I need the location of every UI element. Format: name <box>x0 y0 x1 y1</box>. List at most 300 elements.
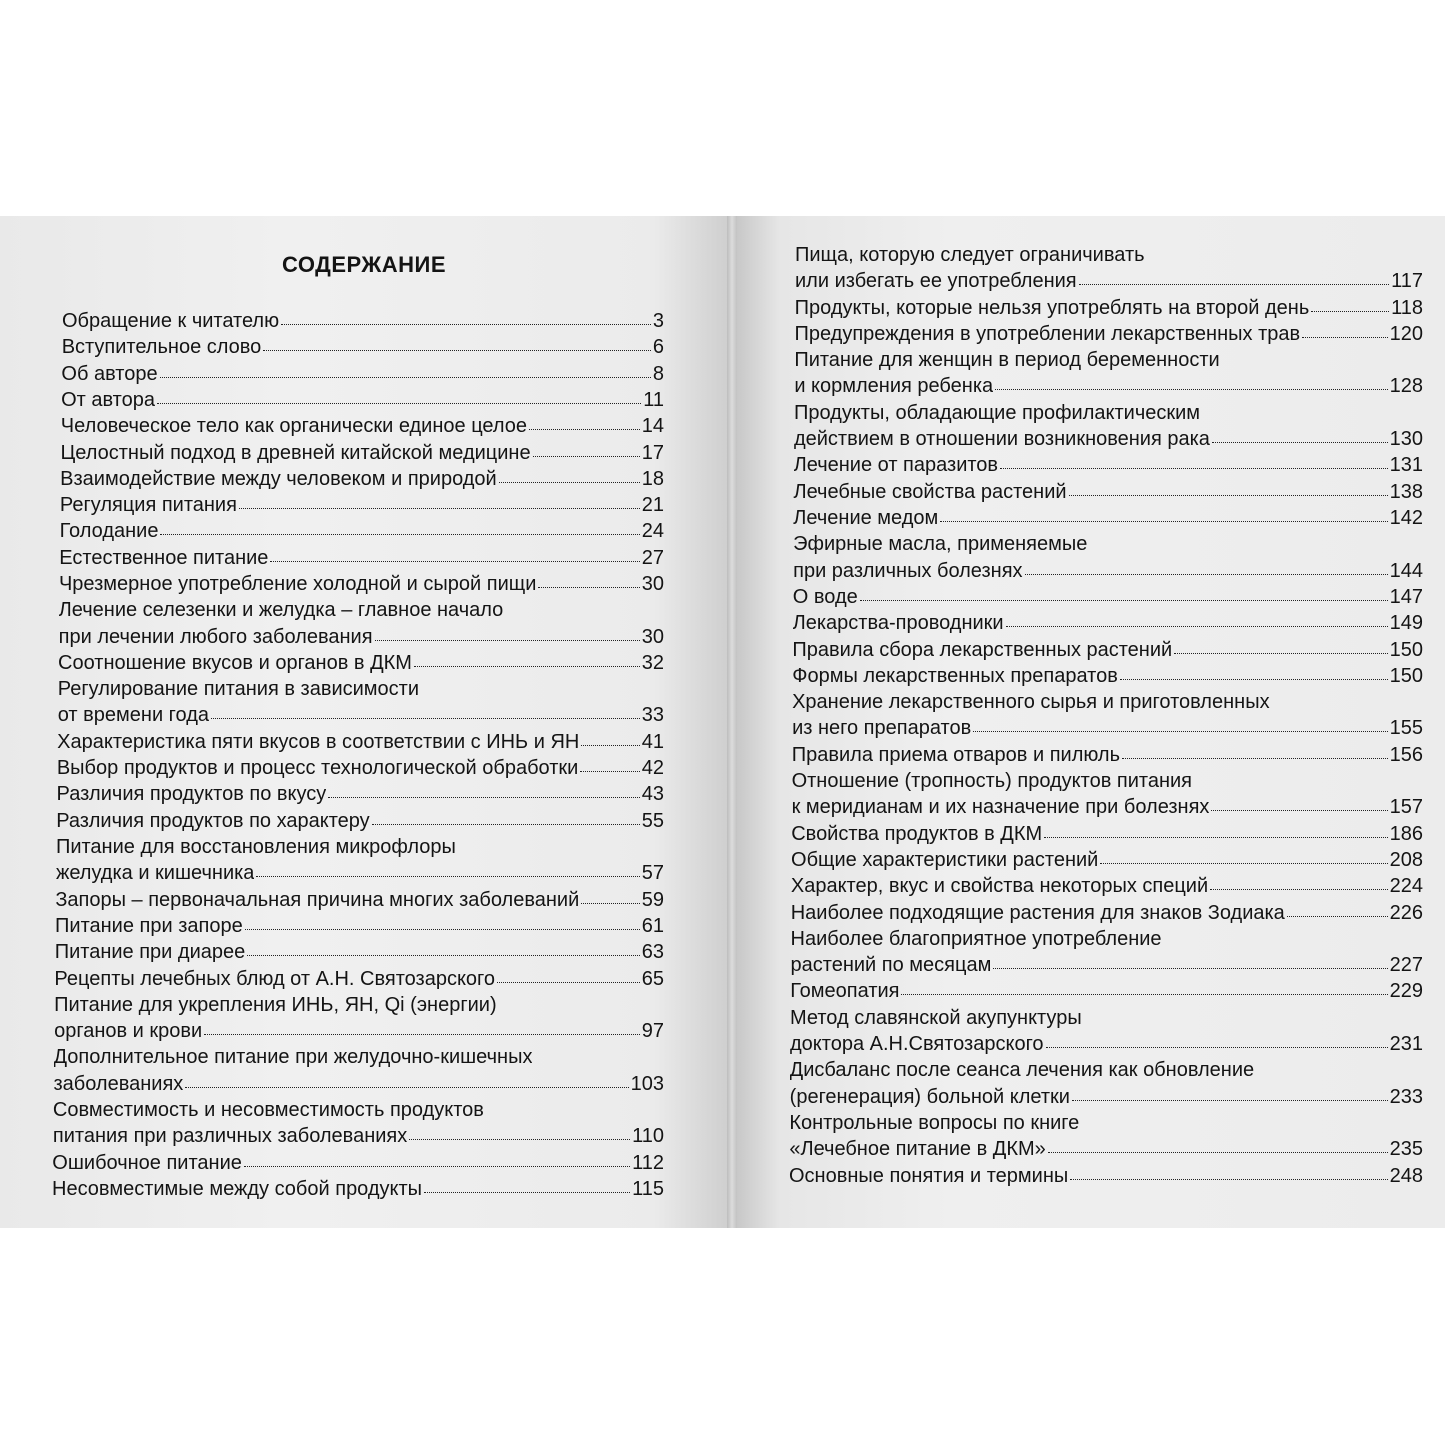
toc-entry <box>793 479 1423 505</box>
toc-line <box>791 952 1423 978</box>
toc-line <box>791 821 1423 847</box>
dot-leader <box>160 534 639 535</box>
toc-page-number: 208 <box>1389 848 1423 871</box>
toc-line <box>795 242 1423 268</box>
toc-entry-title: Голодание <box>59 520 159 543</box>
toc-entry-title: От автора <box>61 388 155 411</box>
toc-entry-title: Лечение медом <box>793 507 939 529</box>
toc-entry-title: Питание для женщин в период беременности <box>794 349 1220 372</box>
toc-entry-title: Метод славянской акупунктуры <box>790 1006 1082 1029</box>
toc-entry-title: Формы лекарственных препаратов <box>792 664 1118 687</box>
toc-page-number: 118 <box>1391 296 1423 319</box>
toc-line <box>58 676 664 702</box>
dot-leader <box>247 955 639 956</box>
dot-leader <box>281 324 651 325</box>
toc-page-number: 156 <box>1389 743 1423 766</box>
toc-entry <box>54 992 664 1045</box>
toc-entry-title: органов и крови <box>54 1020 203 1043</box>
toc-entry-title: Наиболее благоприятное употребление <box>790 927 1162 950</box>
toc-entry <box>791 900 1423 926</box>
toc-line <box>61 387 664 413</box>
toc-entry-title: Об авторе <box>61 362 158 385</box>
toc-entry <box>52 1176 664 1202</box>
toc-entry <box>62 334 664 360</box>
toc-entry-title: Продукты, обладающие профилактическим <box>793 401 1201 424</box>
toc-entry <box>794 452 1423 478</box>
toc-line <box>54 1044 664 1070</box>
toc-page-number: 130 <box>1389 428 1423 451</box>
toc-entry-title: Лекарства-проводники <box>792 612 1004 635</box>
dot-leader <box>1210 889 1387 890</box>
toc-entry <box>792 742 1423 768</box>
dot-leader <box>239 508 640 509</box>
left-page <box>0 216 727 1228</box>
toc-line <box>794 321 1423 347</box>
toc-entry <box>791 847 1423 873</box>
toc-page-number: 131 <box>1389 454 1423 477</box>
toc-page-number: 18 <box>641 467 664 490</box>
dot-leader <box>409 1139 630 1140</box>
toc-line <box>790 1031 1423 1057</box>
toc-entry-title: при лечении любого заболевания <box>58 625 373 648</box>
dot-leader <box>581 745 639 746</box>
toc-line <box>55 887 664 913</box>
toc-page-number: 117 <box>1391 270 1423 293</box>
toc-entry-title: Различия продуктов по характеру <box>56 809 370 832</box>
toc-line <box>794 452 1423 478</box>
toc-page-number: 27 <box>641 546 664 569</box>
toc-entry-title: при различных болезнях <box>793 559 1023 582</box>
toc-line <box>57 729 664 755</box>
toc-entry-title: Хранение лекарственного сырья и приготовленных <box>792 691 1270 714</box>
toc-page-number: 231 <box>1389 1032 1423 1055</box>
toc-line <box>55 939 664 965</box>
toc-entry <box>792 768 1423 821</box>
dot-leader <box>993 968 1387 969</box>
dot-leader <box>580 771 639 772</box>
dot-leader <box>185 1087 628 1088</box>
toc-line <box>792 663 1423 689</box>
dot-leader <box>1120 679 1388 680</box>
toc-line <box>60 518 664 544</box>
dot-leader <box>1100 863 1387 864</box>
toc-line <box>792 742 1423 768</box>
toc-line <box>58 702 664 728</box>
dot-leader <box>1072 1100 1388 1101</box>
toc-line <box>792 715 1423 741</box>
dot-leader <box>328 797 639 798</box>
toc-line <box>794 400 1423 426</box>
toc-page-number: 6 <box>652 336 664 359</box>
toc-entry-title: Выбор продуктов и процесс технологической обработки <box>56 757 579 780</box>
toc-entry-title: Различия продуктов по вкусу <box>56 783 327 806</box>
toc-entry <box>60 518 664 544</box>
dot-leader <box>204 1034 640 1035</box>
toc-line <box>792 637 1423 663</box>
toc-entry <box>794 347 1423 400</box>
toc-page-number: 186 <box>1389 822 1423 845</box>
toc-line <box>789 1163 1423 1189</box>
toc-line <box>54 966 664 992</box>
toc-entry-title: Правила приема отваров и пилюль <box>791 743 1121 766</box>
toc-entry-title: Питание при диарее <box>54 941 246 964</box>
toc-entry <box>61 361 664 387</box>
toc-entry <box>794 400 1423 453</box>
toc-entry <box>793 610 1423 636</box>
dot-leader <box>1287 916 1388 917</box>
toc-line <box>790 1005 1423 1031</box>
toc-page-number: 227 <box>1389 954 1423 977</box>
dot-leader <box>1211 810 1387 811</box>
toc-page-number: 41 <box>641 730 664 753</box>
toc-entry <box>791 821 1423 847</box>
toc-entry <box>790 978 1423 1004</box>
toc-page-number: 21 <box>641 494 664 517</box>
dot-leader <box>160 377 651 378</box>
toc-page-number: 63 <box>641 941 664 964</box>
toc-page-number: 138 <box>1389 480 1423 503</box>
toc-line <box>61 413 664 439</box>
dot-leader <box>1044 837 1387 838</box>
toc-line <box>791 847 1423 873</box>
toc-entry-title: доктора А.Н.Святозарского <box>790 1032 1044 1055</box>
toc-entry <box>53 1097 664 1150</box>
dot-leader <box>244 1166 630 1167</box>
dot-leader <box>529 429 640 430</box>
toc-entry-title: Питание при запоре <box>55 914 243 937</box>
toc-entry-title: Соотношение вкусов и органов в ДКМ <box>58 651 412 674</box>
toc-entry <box>789 1163 1423 1189</box>
toc-entry-title: Лечение селезенки и желудка – главное начало <box>58 599 504 622</box>
dot-leader <box>414 666 640 667</box>
toc-line <box>56 860 664 886</box>
dot-leader <box>1070 1179 1387 1180</box>
toc-entry-title: Целостный подход в древней китайской медицине <box>60 441 531 464</box>
toc-entry-title: Гомеопатия <box>790 980 900 1003</box>
toc-line <box>791 873 1423 899</box>
toc-line <box>790 1057 1423 1083</box>
toc-page-number: 3 <box>652 310 664 332</box>
toc-line <box>54 1071 664 1097</box>
toc-page-number: 144 <box>1389 559 1423 582</box>
toc-entry <box>793 584 1423 610</box>
toc-entry <box>60 440 664 466</box>
toc-entry-title: Отношение (тропность) продуктов питания <box>791 770 1193 792</box>
toc-entry-title: Наиболее подходящие растения для знаков Зодиака <box>790 901 1285 924</box>
dot-leader <box>1122 758 1388 759</box>
dot-leader <box>211 718 640 719</box>
toc-line <box>792 768 1423 794</box>
toc-line <box>61 361 664 387</box>
toc-entry-title: Взаимодействие между человеком и природой <box>60 467 497 490</box>
toc-page-number: 235 <box>1389 1138 1423 1161</box>
toc-entry <box>61 413 664 439</box>
dot-leader <box>1302 337 1388 338</box>
toc-entry-title: Несовместимые между собой продукты <box>52 1177 423 1200</box>
dot-leader <box>499 482 640 483</box>
dot-leader <box>263 350 651 351</box>
toc-entry-title: желудка и кишечника <box>55 862 255 885</box>
toc-entry <box>57 781 664 807</box>
toc-line <box>790 1084 1423 1110</box>
dot-leader <box>533 456 640 457</box>
toc-entry-title: Питание для укрепления ИНЬ, ЯН, Qi (энергии) <box>54 993 497 1016</box>
toc-line <box>52 1150 664 1176</box>
toc-entry-title: Человеческое тело как органически единое целое <box>60 415 528 438</box>
toc-line <box>54 1018 664 1044</box>
toc-line <box>53 1097 664 1123</box>
toc-line <box>60 440 664 466</box>
toc-page-number: 42 <box>641 757 664 780</box>
toc-line <box>792 689 1423 715</box>
toc-entry-title: Контрольные вопросы по книге <box>789 1111 1080 1134</box>
dot-leader <box>1025 574 1388 575</box>
toc-entry-title: Регулирование питания в зависимости <box>57 678 420 701</box>
toc-entry <box>59 545 664 571</box>
toc-line <box>56 808 664 834</box>
toc-entry <box>789 1110 1423 1163</box>
toc-entry-title: (регенерация) больной клетки <box>789 1085 1070 1108</box>
toc-entry-title: Общие характеристики растений <box>791 848 1099 871</box>
toc-page-number: 248 <box>1389 1164 1423 1187</box>
toc-entry-title: Запоры – первоначальная причина многих заболеваний <box>55 888 580 911</box>
toc-entry-title: Правила сбора лекарственных растений <box>792 638 1173 661</box>
dot-leader <box>1006 626 1388 627</box>
toc-line <box>793 610 1423 636</box>
toc-line <box>58 650 664 676</box>
dot-leader <box>1000 468 1388 469</box>
toc-entry <box>62 308 664 334</box>
toc-entry-title: Свойства продуктов в ДКМ <box>791 822 1043 845</box>
dot-leader <box>1069 495 1388 496</box>
toc-line <box>55 913 664 939</box>
toc-entry-title: заболеваниях <box>53 1072 184 1095</box>
toc-entry-title: Дисбаланс после сеанса лечения как обновление <box>789 1059 1255 1082</box>
toc-entry <box>791 873 1423 899</box>
toc-entry-title: Дополнительное питание при желудочно-кишечных <box>53 1046 533 1069</box>
dot-leader <box>1174 653 1387 654</box>
dot-leader <box>157 403 641 404</box>
toc-entry <box>57 755 664 781</box>
toc-entry-title: Пища, которую следует ограничивать <box>795 244 1145 266</box>
toc-entry-title: из него препаратов <box>792 717 972 740</box>
toc-entry-title: и кормления ребенка <box>794 375 994 398</box>
toc-entry <box>54 1044 664 1097</box>
toc-line <box>790 978 1423 1004</box>
toc-line <box>794 426 1423 452</box>
toc-entry <box>795 242 1423 295</box>
toc-line <box>62 334 664 360</box>
toc-line <box>792 794 1423 820</box>
toc-line <box>795 268 1423 294</box>
toc-entry-title: растений по месяцам <box>790 954 992 977</box>
toc-line <box>791 926 1423 952</box>
toc-page-number: 103 <box>630 1072 664 1095</box>
toc-page-number: 43 <box>641 783 664 806</box>
dot-leader <box>538 587 639 588</box>
toc-entry-title: Ошибочное питание <box>52 1151 242 1174</box>
page-title: СОДЕРЖАНИЕ <box>282 252 447 277</box>
toc-page-number: 224 <box>1389 875 1423 898</box>
toc-entry-title: Лечение от паразитов <box>793 454 999 477</box>
toc-entry <box>60 466 664 492</box>
toc-entry <box>793 505 1423 531</box>
dot-leader <box>973 731 1387 732</box>
toc-entry <box>792 689 1423 742</box>
toc-page-number: 115 <box>632 1177 664 1200</box>
toc-entry <box>56 834 664 887</box>
toc-page-number: 233 <box>1389 1085 1423 1108</box>
dot-leader <box>372 824 640 825</box>
toc-entry <box>59 597 664 650</box>
dot-leader <box>940 521 1387 522</box>
toc-entry <box>61 387 664 413</box>
toc-entry <box>795 295 1423 321</box>
toc-page-number: 112 <box>632 1151 664 1174</box>
book-gutter <box>727 216 737 1228</box>
dot-leader <box>1079 284 1389 285</box>
toc-page-number: 128 <box>1389 375 1423 398</box>
toc-page-number: 65 <box>641 967 664 990</box>
toc-entry-title: Совместимость и несовместимость продуктов <box>52 1099 484 1121</box>
toc-page-number: 57 <box>641 862 664 885</box>
toc-page-number: 142 <box>1389 507 1423 529</box>
toc-entry-title: Продукты, которые нельзя употреблять на второй день <box>794 296 1310 319</box>
dot-leader <box>1311 311 1389 312</box>
toc-entry <box>55 913 664 939</box>
toc-page-number: 55 <box>641 809 664 832</box>
toc-entry-title: к меридианам и их назначение при болезнях <box>791 796 1210 819</box>
toc-entry <box>60 492 664 518</box>
toc-entry-title: О воде <box>792 585 858 608</box>
toc-entry <box>794 321 1423 347</box>
dot-leader <box>1212 442 1388 443</box>
dot-leader <box>860 600 1388 601</box>
toc-entry <box>55 939 664 965</box>
toc-page-number: 149 <box>1389 612 1423 635</box>
toc-page-number: 150 <box>1389 638 1423 661</box>
toc-page-number: 61 <box>641 914 664 937</box>
toc-entry <box>57 729 664 755</box>
toc-page-number: 147 <box>1389 585 1423 608</box>
toc-line <box>791 900 1423 926</box>
toc-entry-title: Вступительное слово <box>61 336 262 359</box>
right-page <box>737 216 1445 1228</box>
toc-line <box>789 1110 1423 1136</box>
toc-line <box>59 571 664 597</box>
toc-line <box>789 1136 1423 1162</box>
toc-entry <box>59 571 664 597</box>
toc-page-number: 30 <box>641 625 664 648</box>
toc-page-number: 155 <box>1389 717 1423 740</box>
toc-page-number: 14 <box>641 415 664 438</box>
toc-page-number: 59 <box>641 888 664 911</box>
toc-page-number: 150 <box>1389 664 1423 687</box>
dot-leader <box>270 561 639 562</box>
toc-line <box>54 992 664 1018</box>
toc-page-number: 33 <box>641 704 664 727</box>
toc-entry-title: Эфирные масла, применяемые <box>793 533 1088 556</box>
dot-leader <box>375 640 640 641</box>
toc-entry <box>52 1150 664 1176</box>
toc-page-number: 226 <box>1389 901 1423 924</box>
dot-leader <box>995 389 1387 390</box>
toc-line <box>794 347 1423 373</box>
toc-page-number: 97 <box>641 1020 664 1043</box>
toc-page-number: 24 <box>641 520 664 543</box>
toc-page-number: 229 <box>1389 980 1423 1003</box>
toc-page-number: 30 <box>641 573 664 595</box>
toc-entry <box>54 966 664 992</box>
toc-entry <box>58 676 664 729</box>
toc-entry <box>790 1005 1423 1058</box>
toc-line <box>60 466 664 492</box>
toc-line <box>56 834 664 860</box>
toc-page-number: 8 <box>652 362 664 385</box>
toc-line <box>793 531 1423 557</box>
toc-page-number: 32 <box>641 651 664 674</box>
toc-entry-title: от времени года <box>57 704 209 727</box>
toc-entry-title: Характер, вкус и свойства некоторых специй <box>790 875 1209 898</box>
toc-line <box>793 558 1423 584</box>
toc-page-number: 110 <box>632 1125 664 1148</box>
toc-entry <box>55 887 664 913</box>
toc-line <box>794 373 1423 399</box>
toc-entry-title: Обращение к читателю <box>62 310 280 332</box>
toc-entry-title: Естественное питание <box>59 546 269 569</box>
toc-line <box>57 781 664 807</box>
toc-entry <box>790 1057 1423 1110</box>
toc-entry <box>791 926 1423 979</box>
toc-entry-title: Чрезмерное употребление холодной и сырой пищи <box>58 573 537 595</box>
toc-page-number: 11 <box>643 388 664 411</box>
toc-line <box>53 1123 664 1149</box>
toc-entry <box>58 650 664 676</box>
toc-entry-title: Рецепты лечебных блюд от А.Н. Святозарского <box>54 967 496 990</box>
toc-entry-title: действием в отношении возникновения рака <box>793 428 1210 451</box>
toc-line <box>59 597 664 623</box>
toc-line <box>57 755 664 781</box>
dot-leader <box>424 1192 630 1193</box>
toc-entry-title: «Лечебное питание в ДКМ» <box>789 1138 1046 1161</box>
toc-entry-title: Регуляция питания <box>59 494 237 517</box>
toc-line <box>793 505 1423 531</box>
toc-line <box>60 492 664 518</box>
toc-entry-title: питания при различных заболеваниях <box>52 1125 408 1148</box>
toc-line <box>52 1176 664 1202</box>
toc-page-number: 120 <box>1389 322 1423 345</box>
toc-entry-title: Основные понятия и термины <box>789 1164 1069 1187</box>
dot-leader <box>245 929 640 930</box>
toc-entry-title: Лечебные свойства растений <box>793 480 1067 503</box>
dot-leader <box>901 994 1387 995</box>
toc-entry <box>56 808 664 834</box>
toc-page-number: 157 <box>1389 796 1423 819</box>
dot-leader <box>581 903 639 904</box>
toc-line <box>59 545 664 571</box>
dot-leader <box>1046 1047 1388 1048</box>
toc-entry <box>793 531 1423 584</box>
toc-line <box>59 624 664 650</box>
toc-entry <box>792 663 1423 689</box>
toc-line <box>62 308 664 334</box>
toc-entry-title: или избегать ее употребления <box>795 270 1077 293</box>
toc-page-number: 17 <box>641 441 664 464</box>
toc-line <box>795 295 1423 321</box>
toc-entry <box>792 637 1423 663</box>
toc-entry-title: Питание для восстановления микрофлоры <box>55 836 456 858</box>
toc-line <box>793 479 1423 505</box>
